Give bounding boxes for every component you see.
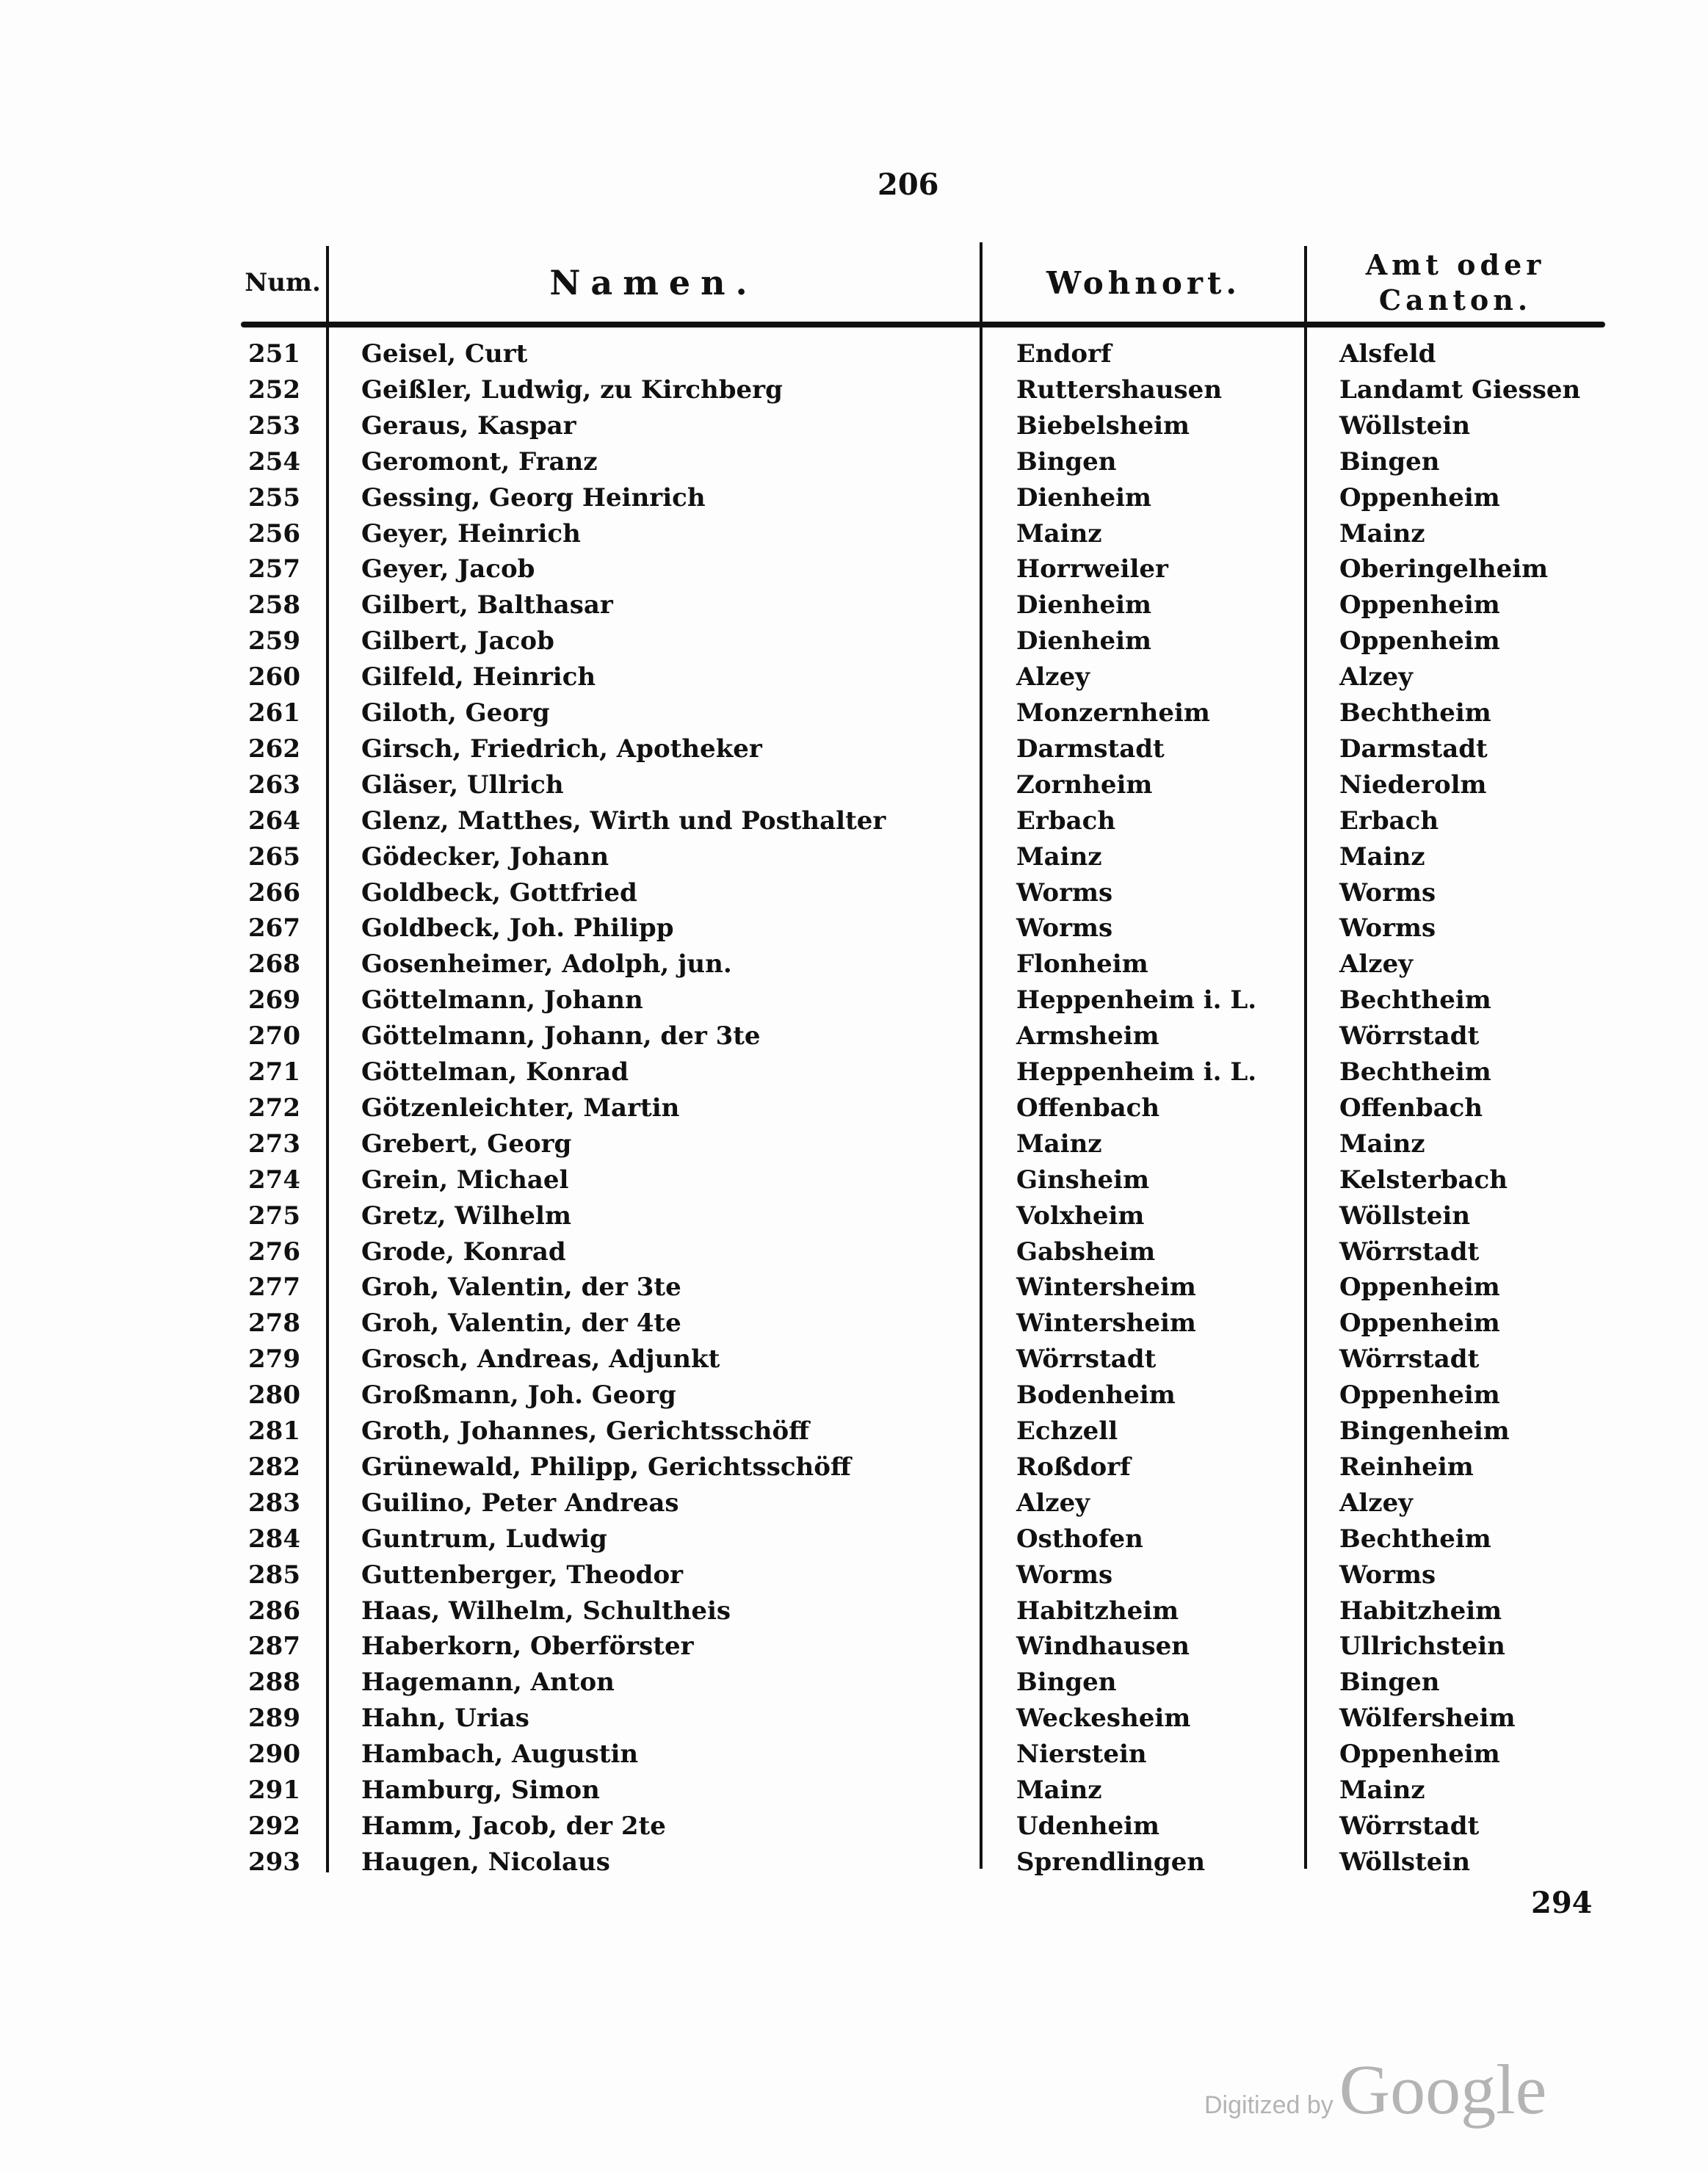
- row-residence: Erbach: [1016, 806, 1116, 836]
- table-row: [0, 516, 1708, 551]
- table-row: [0, 1342, 1708, 1377]
- table-row: [0, 1162, 1708, 1198]
- row-amt: Bingenheim: [1339, 1416, 1510, 1446]
- row-name: Groth, Johannes, Gerichtsschöff: [361, 1416, 810, 1446]
- page-number: 206: [877, 167, 939, 202]
- table-row: [0, 372, 1708, 408]
- header-residence: Wohnort.: [1046, 264, 1241, 301]
- row-residence: Wintersheim: [1016, 1308, 1196, 1339]
- row-residence: Bodenheim: [1016, 1380, 1176, 1411]
- row-number: 280: [248, 1380, 300, 1411]
- row-amt: Oberingelheim: [1339, 554, 1549, 584]
- row-amt: Wörrstadt: [1339, 1237, 1480, 1267]
- row-amt: Oppenheim: [1339, 626, 1500, 656]
- table-row: [0, 1234, 1708, 1270]
- row-number: 275: [248, 1201, 300, 1231]
- table-row: [0, 444, 1708, 479]
- row-amt: Ullrichstein: [1339, 1632, 1505, 1662]
- table-row: [0, 875, 1708, 911]
- row-residence: Weckesheim: [1016, 1704, 1191, 1734]
- row-name: Gilbert, Jacob: [361, 626, 554, 656]
- row-name: Groh, Valentin, der 3te: [361, 1273, 681, 1303]
- row-residence: Alzey: [1016, 1488, 1090, 1518]
- row-amt: Offenbach: [1339, 1093, 1483, 1123]
- row-amt: Kelsterbach: [1339, 1165, 1508, 1195]
- row-name: Gilbert, Balthasar: [361, 590, 613, 620]
- row-residence: Nierstein: [1016, 1740, 1147, 1770]
- row-residence: Biebelsheim: [1016, 410, 1190, 441]
- signature-mark: 294: [1531, 1886, 1593, 1920]
- row-name: Grünewald, Philipp, Gerichtsschöff: [361, 1452, 851, 1482]
- row-name: Gessing, Georg Heinrich: [361, 482, 706, 513]
- row-name: Gilfeld, Heinrich: [361, 662, 596, 692]
- row-name: Geißler, Ludwig, zu Kirchberg: [361, 374, 783, 405]
- row-amt: Bingen: [1339, 1668, 1440, 1698]
- row-name: Guttenberger, Theodor: [361, 1560, 684, 1590]
- row-number: 271: [248, 1057, 300, 1087]
- row-residence: Wintersheim: [1016, 1273, 1196, 1303]
- row-number: 287: [248, 1632, 300, 1662]
- row-number: 272: [248, 1093, 300, 1123]
- row-amt: Mainz: [1339, 1775, 1425, 1805]
- table-row: [0, 1485, 1708, 1521]
- header-amt: [1309, 242, 1602, 323]
- row-name: Gödecker, Johann: [361, 841, 609, 872]
- row-name: Gosenheimer, Adolph, jun.: [361, 949, 732, 980]
- row-number: 277: [248, 1273, 300, 1303]
- table-row: [0, 1809, 1708, 1844]
- row-name: Haberkorn, Oberförster: [361, 1632, 694, 1662]
- row-number: 253: [248, 410, 300, 441]
- table-row: [0, 731, 1708, 767]
- row-name: Guilino, Peter Andreas: [361, 1488, 679, 1518]
- row-amt: Worms: [1339, 913, 1436, 944]
- row-residence: Mainz: [1016, 518, 1102, 549]
- row-name: Goldbeck, Gottfried: [361, 877, 637, 908]
- row-amt: Alsfeld: [1339, 339, 1436, 369]
- row-name: Grode, Konrad: [361, 1237, 566, 1267]
- row-number: 274: [248, 1165, 300, 1195]
- row-amt: Mainz: [1339, 518, 1425, 549]
- table-row: [0, 767, 1708, 803]
- table-row: [0, 1413, 1708, 1449]
- row-residence: Monzernheim: [1016, 698, 1210, 728]
- row-name: Geisel, Curt: [361, 339, 528, 369]
- table-row: [0, 408, 1708, 444]
- row-amt: Niederolm: [1339, 770, 1487, 800]
- table-row: [0, 1701, 1708, 1736]
- row-name: Göttelman, Konrad: [361, 1057, 629, 1087]
- table-row: [0, 1845, 1708, 1880]
- row-residence: Endorf: [1016, 339, 1112, 369]
- row-name: Geyer, Heinrich: [361, 518, 581, 549]
- row-residence: Echzell: [1016, 1416, 1118, 1446]
- row-residence: Bingen: [1016, 446, 1117, 477]
- table-row: [0, 1557, 1708, 1593]
- row-number: 269: [248, 985, 300, 1016]
- row-residence: Dienheim: [1016, 482, 1151, 513]
- row-residence: Osthofen: [1016, 1524, 1143, 1554]
- row-name: Hahn, Urias: [361, 1704, 529, 1734]
- row-amt: Wölfersheim: [1339, 1704, 1516, 1734]
- row-number: 293: [248, 1847, 300, 1877]
- table-row: [0, 1198, 1708, 1234]
- row-number: 279: [248, 1344, 300, 1375]
- row-number: 292: [248, 1811, 300, 1841]
- row-name: Haas, Wilhelm, Schultheis: [361, 1596, 731, 1626]
- row-number: 288: [248, 1668, 300, 1698]
- row-residence: Alzey: [1016, 662, 1090, 692]
- table-row: [0, 1593, 1708, 1629]
- row-number: 281: [248, 1416, 300, 1446]
- header-name: Namen.: [549, 263, 758, 303]
- row-name: Grosch, Andreas, Adjunkt: [361, 1344, 720, 1375]
- row-residence: Worms: [1016, 877, 1113, 908]
- row-amt: Bechtheim: [1339, 1057, 1491, 1087]
- row-number: 290: [248, 1740, 300, 1770]
- table-row: [0, 1090, 1708, 1126]
- row-name: Gretz, Wilhelm: [361, 1201, 571, 1231]
- row-name: Geyer, Jacob: [361, 554, 535, 584]
- row-number: 261: [248, 698, 300, 728]
- header-amt-line1: Amt oder: [1365, 248, 1546, 281]
- table-row: [0, 336, 1708, 372]
- row-name: Goldbeck, Joh. Philipp: [361, 913, 674, 944]
- row-name: Glenz, Matthes, Wirth und Posthalter: [361, 806, 886, 836]
- row-amt: Alzey: [1339, 1488, 1413, 1518]
- row-number: 256: [248, 518, 300, 549]
- row-number: 259: [248, 626, 300, 656]
- row-name: Grein, Michael: [361, 1165, 569, 1195]
- row-name: Hambach, Augustin: [361, 1740, 639, 1770]
- row-name: Guntrum, Ludwig: [361, 1524, 607, 1554]
- row-residence: Dienheim: [1016, 590, 1151, 620]
- row-name: Haugen, Nicolaus: [361, 1847, 610, 1877]
- row-amt: Oppenheim: [1339, 1740, 1500, 1770]
- table-row: [0, 623, 1708, 659]
- row-number: 276: [248, 1237, 300, 1267]
- row-number: 252: [248, 374, 300, 405]
- row-residence: Flonheim: [1016, 949, 1148, 980]
- row-number: 282: [248, 1452, 300, 1482]
- row-residence: Habitzheim: [1016, 1596, 1179, 1626]
- watermark: [1204, 2049, 1546, 2130]
- table-row: [0, 1018, 1708, 1054]
- row-amt: Worms: [1339, 877, 1436, 908]
- row-name: Girsch, Friedrich, Apotheker: [361, 734, 762, 764]
- row-number: 286: [248, 1596, 300, 1626]
- table-row: [0, 1521, 1708, 1557]
- table-row: [0, 587, 1708, 623]
- row-number: 283: [248, 1488, 300, 1518]
- watermark-small: Digitized by: [1204, 2091, 1334, 2119]
- row-residence: Darmstadt: [1016, 734, 1165, 764]
- row-number: 273: [248, 1129, 300, 1159]
- row-residence: Horrweiler: [1016, 554, 1168, 584]
- row-amt: Reinheim: [1339, 1452, 1474, 1482]
- row-number: 251: [248, 339, 300, 369]
- row-residence: Roßdorf: [1016, 1452, 1131, 1482]
- row-amt: Erbach: [1339, 806, 1439, 836]
- table-row: [0, 982, 1708, 1018]
- row-number: 265: [248, 841, 300, 872]
- row-amt: Worms: [1339, 1560, 1436, 1590]
- row-name: Grebert, Georg: [361, 1129, 572, 1159]
- row-number: 262: [248, 734, 300, 764]
- row-number: 285: [248, 1560, 300, 1590]
- row-residence: Windhausen: [1016, 1632, 1190, 1662]
- row-amt: Oppenheim: [1339, 590, 1500, 620]
- row-number: 270: [248, 1021, 300, 1051]
- row-amt: Bingen: [1339, 446, 1440, 477]
- row-number: 257: [248, 554, 300, 584]
- table-row: [0, 1306, 1708, 1341]
- row-name: Götzenleichter, Martin: [361, 1093, 680, 1123]
- row-number: 260: [248, 662, 300, 692]
- row-name: Hamburg, Simon: [361, 1775, 600, 1805]
- row-name: Göttelmann, Johann: [361, 985, 643, 1016]
- row-amt: Oppenheim: [1339, 482, 1500, 513]
- row-residence: Bingen: [1016, 1668, 1117, 1698]
- row-name: Hamm, Jacob, der 2te: [361, 1811, 666, 1841]
- row-residence: Worms: [1016, 1560, 1113, 1590]
- table-row: [0, 551, 1708, 587]
- table-row: [0, 1126, 1708, 1162]
- row-number: 289: [248, 1704, 300, 1734]
- row-name: Hagemann, Anton: [361, 1668, 615, 1698]
- row-amt: Mainz: [1339, 841, 1425, 872]
- table-row: [0, 803, 1708, 839]
- row-residence: Dienheim: [1016, 626, 1151, 656]
- table-row: [0, 1054, 1708, 1090]
- row-number: 291: [248, 1775, 300, 1805]
- row-residence: Armsheim: [1016, 1021, 1159, 1051]
- row-amt: Oppenheim: [1339, 1380, 1500, 1411]
- row-number: 268: [248, 949, 300, 980]
- row-amt: Wörrstadt: [1339, 1344, 1480, 1375]
- row-name: Geraus, Kaspar: [361, 410, 576, 441]
- row-residence: Offenbach: [1016, 1093, 1160, 1123]
- row-number: 284: [248, 1524, 300, 1554]
- row-amt: Habitzheim: [1339, 1596, 1502, 1626]
- header-amt-line2: Canton.: [1378, 283, 1533, 316]
- row-name: Gläser, Ullrich: [361, 770, 564, 800]
- table-row: [0, 911, 1708, 946]
- row-amt: Darmstadt: [1339, 734, 1488, 764]
- row-residence: Worms: [1016, 913, 1113, 944]
- row-name: Großmann, Joh. Georg: [361, 1380, 676, 1411]
- row-residence: Heppenheim i. L.: [1016, 985, 1257, 1016]
- row-amt: Wörrstadt: [1339, 1021, 1480, 1051]
- row-amt: Bechtheim: [1339, 1524, 1491, 1554]
- row-number: 278: [248, 1308, 300, 1339]
- row-residence: Zornheim: [1016, 770, 1153, 800]
- header-rule: [241, 322, 1605, 327]
- table-row: [0, 1378, 1708, 1413]
- row-amt: Mainz: [1339, 1129, 1425, 1159]
- row-residence: Wörrstadt: [1016, 1344, 1157, 1375]
- row-residence: Gabsheim: [1016, 1237, 1156, 1267]
- table-row: [0, 1449, 1708, 1485]
- row-number: 258: [248, 590, 300, 620]
- row-residence: Mainz: [1016, 1129, 1102, 1159]
- header-num: Num.: [245, 268, 321, 297]
- row-name: Geromont, Franz: [361, 446, 598, 477]
- row-residence: Ruttershausen: [1016, 374, 1223, 405]
- row-amt: Alzey: [1339, 949, 1413, 980]
- table-row: [0, 695, 1708, 731]
- row-amt: Wöllstein: [1339, 1201, 1471, 1231]
- row-number: 266: [248, 877, 300, 908]
- row-amt: Oppenheim: [1339, 1308, 1500, 1339]
- row-number: 263: [248, 770, 300, 800]
- row-residence: Heppenheim i. L.: [1016, 1057, 1257, 1087]
- row-residence: Volxheim: [1016, 1201, 1145, 1231]
- row-number: 264: [248, 806, 300, 836]
- table-row: [0, 1737, 1708, 1772]
- row-name: Giloth, Georg: [361, 698, 550, 728]
- row-amt: Wörrstadt: [1339, 1811, 1480, 1841]
- row-number: 255: [248, 482, 300, 513]
- row-residence: Sprendlingen: [1016, 1847, 1206, 1877]
- table-row: [0, 1773, 1708, 1808]
- row-number: 254: [248, 446, 300, 477]
- row-amt: Wöllstein: [1339, 410, 1471, 441]
- row-amt: Landamt Giessen: [1339, 374, 1581, 405]
- table-row: [0, 1270, 1708, 1305]
- row-residence: Mainz: [1016, 1775, 1102, 1805]
- row-amt: Oppenheim: [1339, 1273, 1500, 1303]
- row-residence: Udenheim: [1016, 1811, 1160, 1841]
- row-amt: Wöllstein: [1339, 1847, 1471, 1877]
- row-number: 267: [248, 913, 300, 944]
- row-amt: Alzey: [1339, 662, 1413, 692]
- row-name: Göttelmann, Johann, der 3te: [361, 1021, 761, 1051]
- table-row: [0, 1629, 1708, 1664]
- table-row: [0, 839, 1708, 875]
- table-row: [0, 480, 1708, 515]
- row-amt: Bechtheim: [1339, 985, 1491, 1016]
- table-row: [0, 1665, 1708, 1700]
- table-row: [0, 659, 1708, 695]
- watermark-logo: Google: [1339, 2050, 1547, 2129]
- row-residence: Ginsheim: [1016, 1165, 1150, 1195]
- row-amt: Bechtheim: [1339, 698, 1491, 728]
- row-residence: Mainz: [1016, 841, 1102, 872]
- table-row: [0, 946, 1708, 982]
- row-name: Groh, Valentin, der 4te: [361, 1308, 681, 1339]
